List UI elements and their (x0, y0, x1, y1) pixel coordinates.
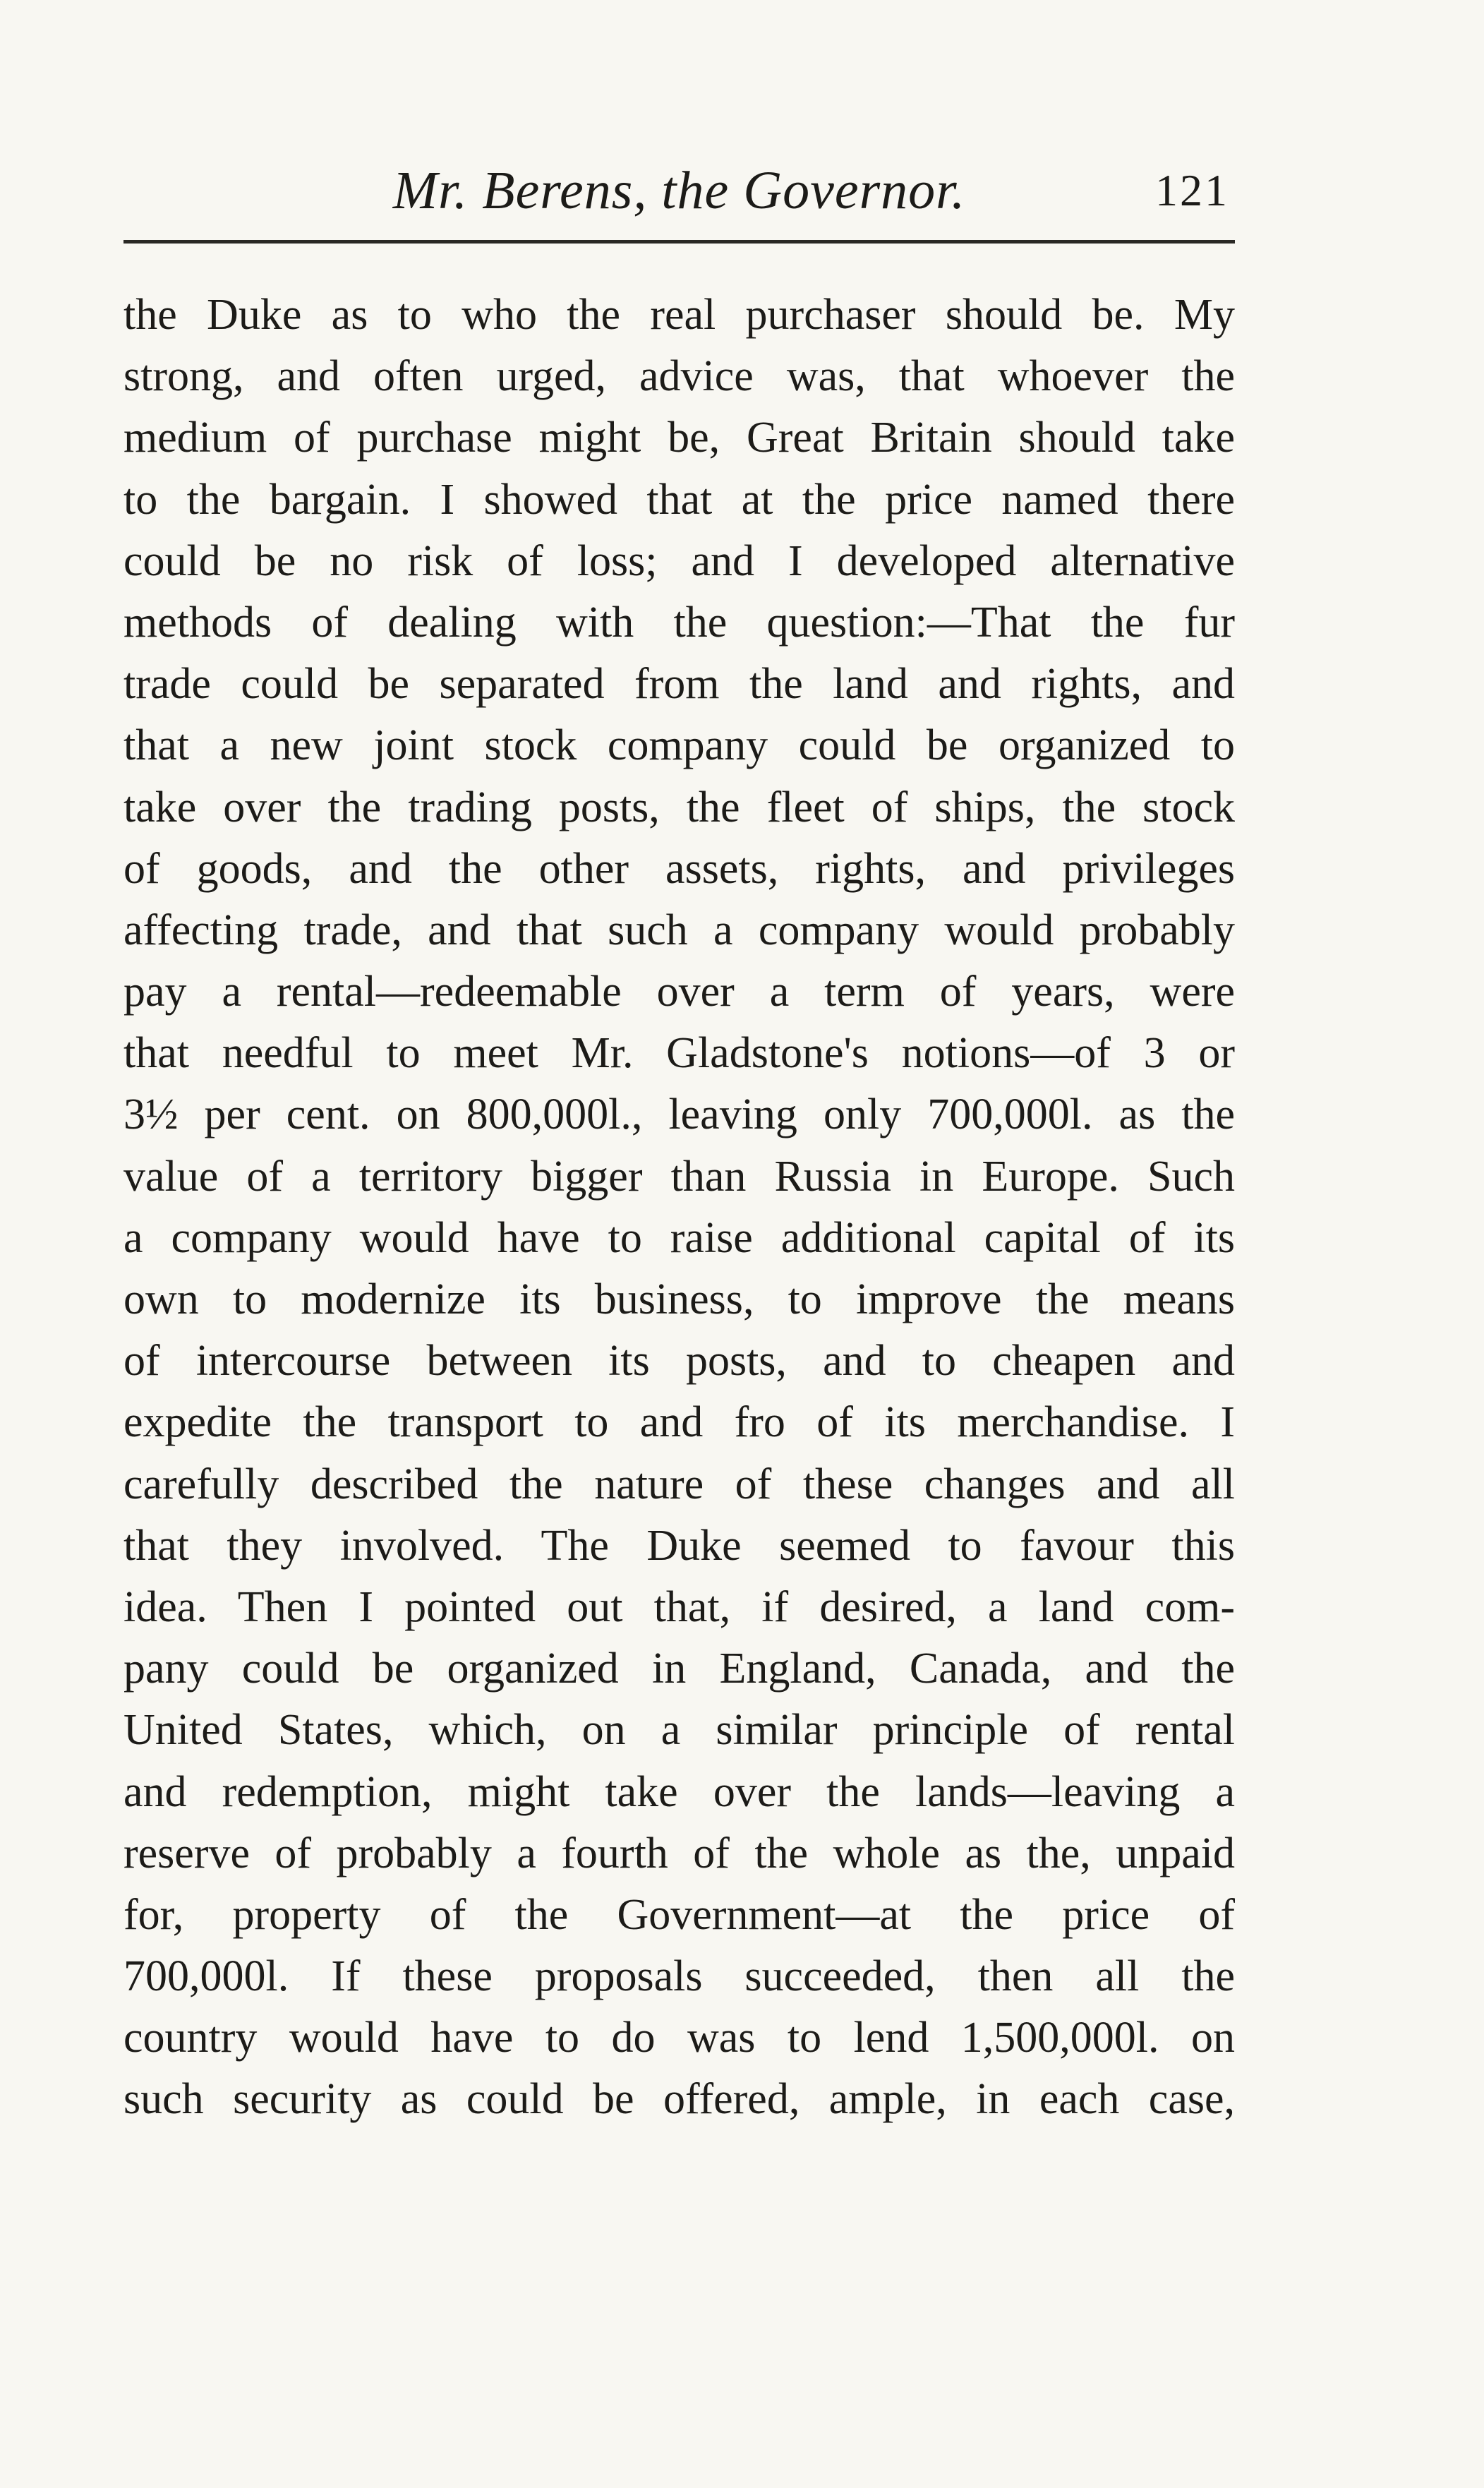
text-line: affecting trade, and that such a company would probably (123, 906, 1235, 954)
text-line: methods of dealing with the question:—That the fur (123, 598, 1235, 647)
body-text (123, 284, 1235, 2131)
text-line: of intercourse between its posts, and to cheapen and (123, 1337, 1235, 1386)
text-line: own to modernize its business, to improve the means (123, 1275, 1235, 1323)
text-line: medium of purchase might be, Great Britain should take (123, 414, 1235, 462)
text-line: the Duke as to who the real purchaser should be. My (123, 291, 1235, 339)
text-line: take over the trading posts, the fleet of ships, the stock (123, 783, 1235, 831)
text-line: such security as could be offered, ample, in each case, (123, 2075, 1235, 2124)
header-rule (123, 240, 1235, 244)
text-line: pay a rental—redeemable over a term of years, were (123, 968, 1235, 1016)
text-line: pany could be organized in England, Canada, and the (123, 1645, 1235, 1693)
text-line: a company would have to raise additional capital of its (123, 1213, 1235, 1262)
text-line: strong, and often urged, advice was, that whoever the (123, 352, 1235, 401)
text-line: and redemption, might take over the lands—leaving a (123, 1767, 1235, 1816)
text-line: to the bargain. I showed that at the price named there (123, 475, 1235, 524)
text-line: trade could be separated from the land and rights, and (123, 660, 1235, 709)
text-line: idea. Then I pointed out that, if desired, a land com- (123, 1582, 1235, 1631)
text-line: 700,000l. If these proposals succeeded, then all the (123, 1952, 1235, 2001)
text-line: United States, which, on a similar principle of rental (123, 1706, 1235, 1755)
text-line: for, property of the Government—at the price of (123, 1890, 1235, 1939)
text-line: of goods, and the other assets, rights, and privileges (123, 844, 1235, 893)
text-line: expedite the transport to and fro of its merchandise. I (123, 1398, 1235, 1447)
text-line: reserve of probably a fourth of the whole as the, unpaid (123, 1829, 1235, 1877)
text-line: country would have to do was to lend 1,500,000l. on (123, 2014, 1235, 2062)
text-line: that they involved. The Duke seemed to favour this (123, 1521, 1235, 1570)
text-line: 3½ per cent. on 800,000l., leaving only 700,000l. as the (123, 1090, 1235, 1139)
text-line: that a new joint stock company could be organized to (123, 721, 1235, 770)
running-head (123, 145, 1235, 222)
text-line: that needful to meet Mr. Gladstone's notions—of 3 or (123, 1029, 1235, 1078)
running-title: Mr. Berens, the Governor. (392, 161, 966, 220)
text-line: carefully described the nature of these changes and all (123, 1460, 1235, 1508)
text-line: could be no risk of loss; and I developed alternative (123, 536, 1235, 585)
page-number: 121 (1155, 165, 1229, 215)
text-line: value of a territory bigger than Russia in Europe. Such (123, 1152, 1235, 1201)
